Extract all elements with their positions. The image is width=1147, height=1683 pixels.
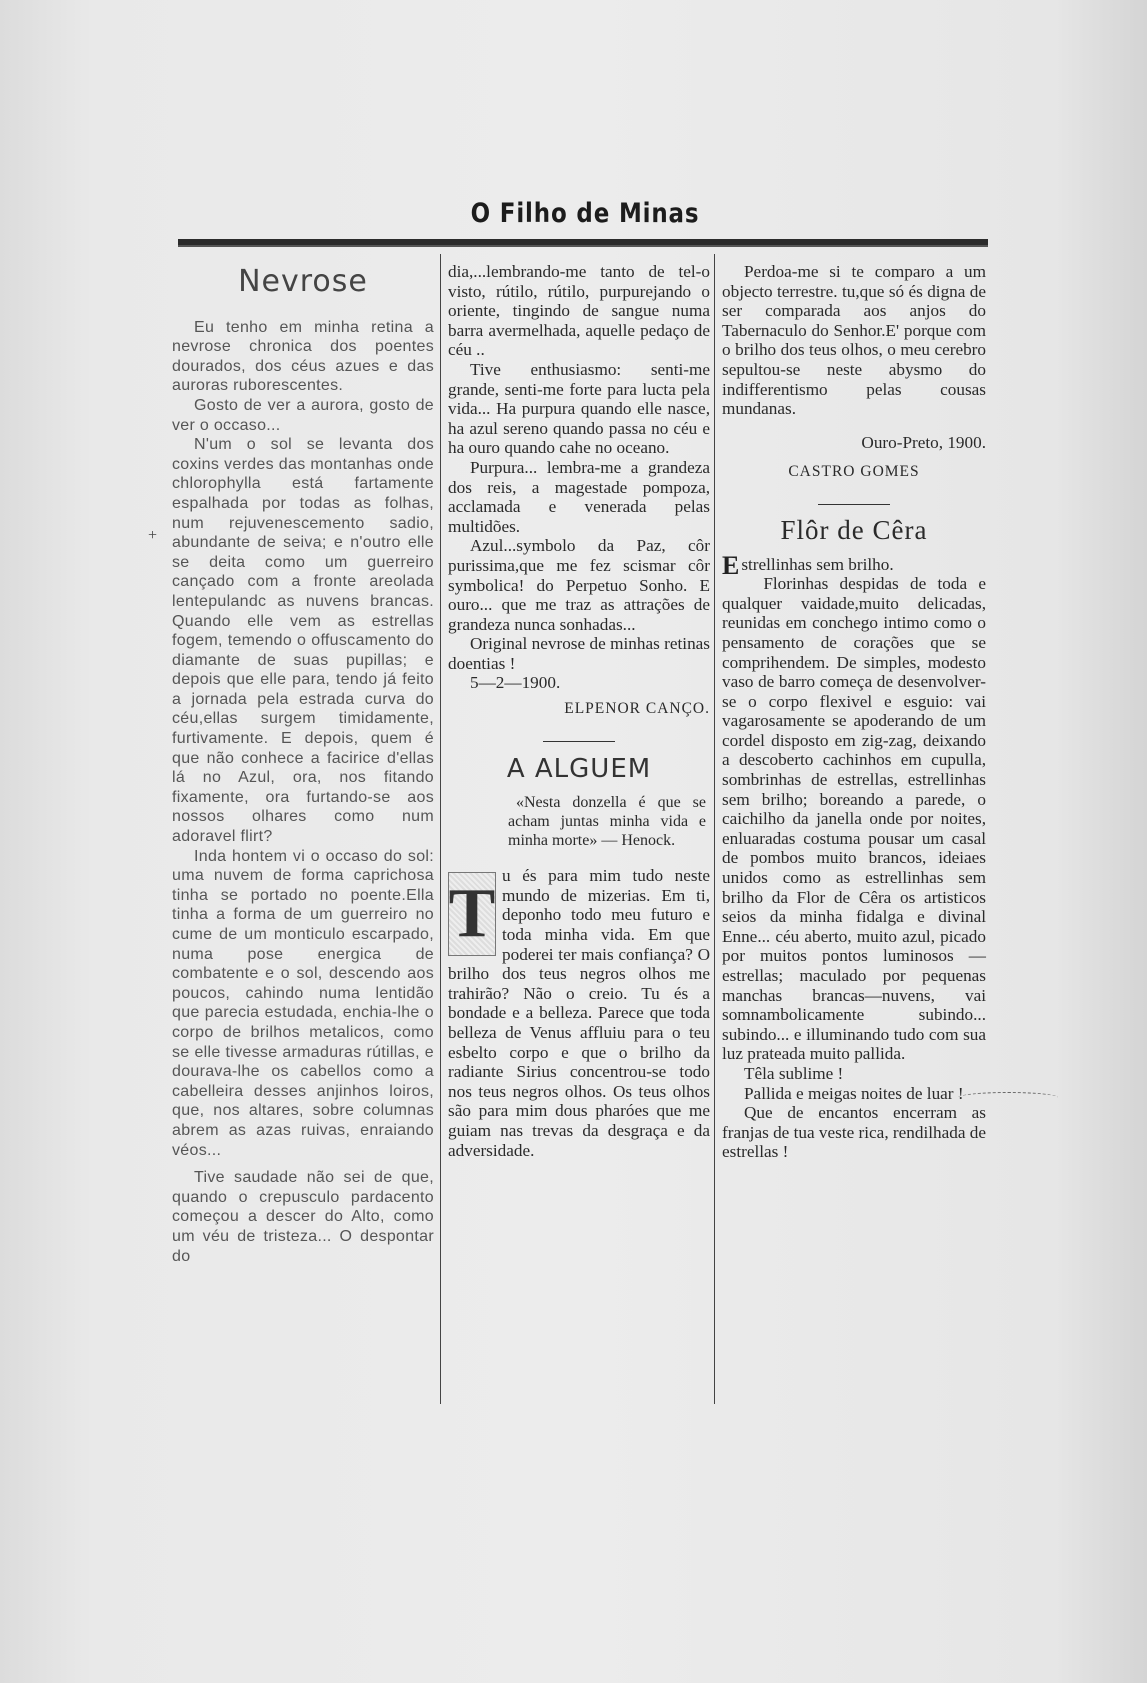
dateline-ouro-preto: Ouro-Preto, 1900. (861, 432, 986, 452)
article-date: 5—2—1900. (470, 673, 561, 693)
paragraph: Inda hontem vi o occaso do sol: uma nuvem de forma caprichosa tinha se portado no poente.Ella tinha a forma de um guerreiro no cume de um monticulo escarpado, numa pose energica de combatente e o sol, descendo aos poucos, cahindo numa lentidão que parecia estudada, enchia-lhe o corpo de brilhos metalicos, como se elle tivesse armaduras rútillas, e dourava-lhe os cabellos como a cabelleira desses anjinhos loiros, que, nos altares, sobre columnas abrem as azas ruivas, enraiando véos... (172, 847, 434, 1159)
margin-mark: + (148, 527, 158, 544)
first-line: strellinhas sem brilho. (741, 554, 894, 574)
article-title-alguem: A ALGUEM (506, 753, 652, 784)
column-middle (448, 262, 710, 1160)
paragraph: Perdoa-me si te comparo a um objecto terrestre. tu,que só és digna de ser comparada aos anjos do Tabernaculo do Senhor.E' porque com o brilho dos teus olhos, o meu cerebro sepultou-se neste abysmo do indifferentismo pelas cousas mundanas. (722, 262, 986, 419)
paragraph: dia,...lembrando-me tanto de tel-o visto, rútilo, rútilo, purpurejando o oriente, tingindo de sangue numa barra avermelhada, aquelle pedaço de céu .. (448, 262, 710, 360)
section-divider (543, 741, 615, 742)
paragraph: Florinhas despidas de toda e qualquer vaidade,muito delicadas, reunidas em conchego intimo como o pensamento de corações que se comprihendem. De simples, modesto vaso de barro começa de desenvolver-se o corpo flexivel e esguio: vai vagarosamente se apoderando de um cordel disposto em zig-zag, deixando a descoberto cachinhos em cupulla, sombrinhas de estrellas, estrellinhas sem brilho; boreando a parede, o caichilho da janella onde por noites, enluaradas costuma pousar um casal de pombos muito brancos, ideiaes unidos como as estrellinhas sem brilho da Flor de Cêra os artisticos seios da minha fidalga e divinal Enne... céu aberto, muito azul, picado por muitos pontos luminosos —estrellas; maculado por pequenas manchas brancas—nuvens, vai somnambolicamente subindo... subindo... e illuminando tudo com sua luz prateada muito pallida. (722, 574, 986, 1064)
article-title-flor-de-cera: Flôr de Cêra (780, 514, 928, 545)
paragraph: Purpura... lembra-me a grandeza dos reis, a magestade pompoza, acclamada e venerada pelas multidões. (448, 457, 710, 536)
paragraph: Gosto de ver a aurora, gosto de ver o occaso... (172, 396, 434, 434)
paragraph: Eu tenho em minha retina a nevrose chronica dos poentes dourados, dos céus azues e das auroras ruborescentes. (172, 318, 434, 395)
paragraph: Azul...symbolo da Paz, côr purissima,que me fez scismar côr symbolica! do Perpetuo Sonho. E ouro... que me traz as attrações de grandeza nunca sonhadas... (448, 536, 710, 634)
column-divider-right (714, 254, 715, 1404)
paragraph: Tive enthusiasmo: senti-me grande, senti-me forte para lucta pela vida... Ha purpura quando elle nasce, ha azul sereno quando passa no céu e ha ouro quando cahe no oceano. (448, 359, 710, 458)
paragraph: Original nevrose de minhas retinas doentias ! (448, 634, 710, 673)
paragraph: Têla sublime ! (744, 1063, 844, 1083)
dropcap-letter: T (448, 872, 496, 956)
masthead-rule (178, 239, 988, 247)
column-divider-left (440, 254, 441, 1404)
paragraph: N'um o sol se levanta dos coxins verdes das montanhas onde chlorophylla está fartamente espalhada por todas as folhas, num rejuvenescemento sadio, abundante de seiva; e n'outro elle se deita como um guerreiro cançado com a fronte areolada lentepulandc as nuvens brancas. Quando elle vem as estrellas fogem, temendo o offuscamento do diamante de suas pupillas; e depois que elle para, tendo já feito a jornada pela estrada curva do céu,ellas surgem timidamente, furtivamente. E depois, quem é que não conhece a facirice d'ellas lá no Azul, ora, nos fitando fixamente, ora furtando-se aos nossos olhares como num adoravel flirt? (172, 436, 434, 846)
paragraph-first (722, 550, 986, 580)
article-title-nevrose: Nevrose (238, 264, 368, 299)
column-right (722, 262, 986, 1162)
masthead: O Filho de Minas (470, 198, 700, 229)
signature-castro-gomes: CASTRO GOMES (788, 463, 920, 481)
paragraph: Pallida e meigas noites de luar ! (744, 1083, 964, 1103)
dropcap-letter: E (722, 550, 740, 580)
column-nevrose (172, 262, 434, 1266)
paragraph: Tive saudade não sei de que, quando o crepusculo pardacento começou a descer do Alto, como um véu de tristeza... O despontar do (172, 1169, 434, 1265)
signature-elpenor: ELPENOR CANÇO. (564, 700, 710, 718)
epigraph: «Nesta donzella é que se acham juntas minha vida e minha morte» — Henock. (508, 794, 706, 850)
paragraph: u és para mim tudo neste mundo de mizerias. Em ti, deponho todo meu futuro e toda minha vida. Em que poderei ter mais confiança? O brilho dos teus negros olhos me trahirão? Não o creio. Tu és a bondade e a belleza. Parece que toda belleza de Venus affluiu para o teu esbelto corpo e que o brilho da radiante Sirius concentrou-se todo nos teus negros olhos. Os teus olhos são para mim dous pharóes que me guiam nas trevas da desgraça e da adversidade. (448, 866, 710, 1160)
paragraph: Que de encantos encerram as franjas de tua veste rica, rendilhada de estrellas ! (722, 1103, 986, 1162)
section-divider (818, 504, 890, 505)
